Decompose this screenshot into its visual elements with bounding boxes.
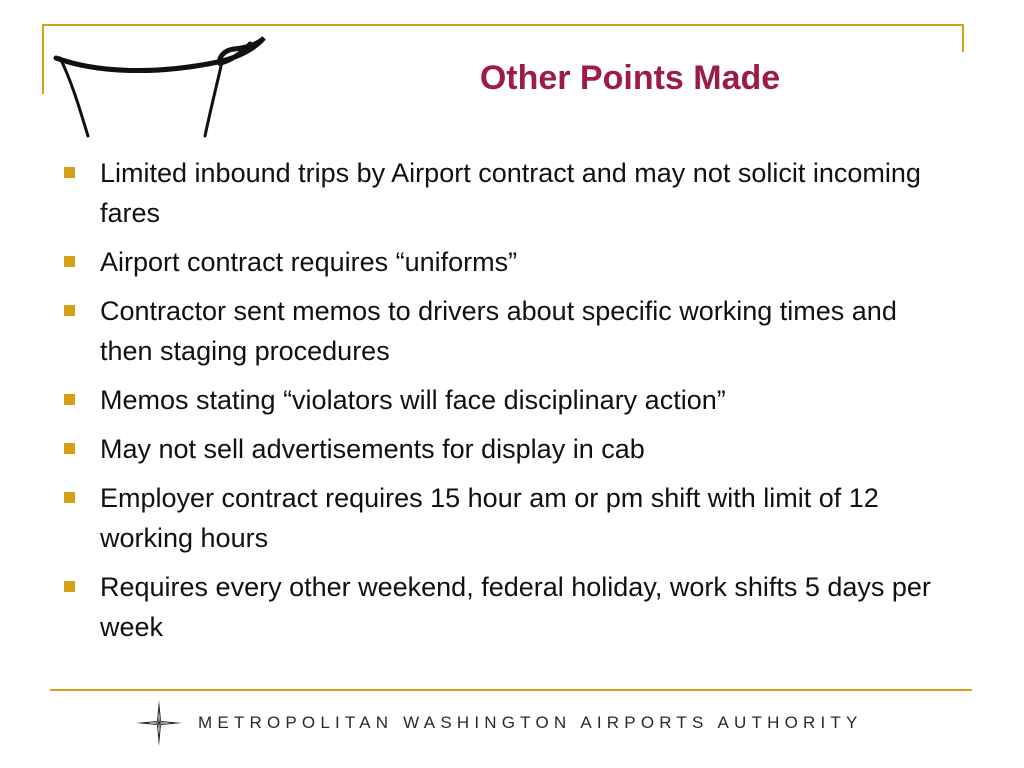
- list-item: [60, 429, 950, 469]
- list-item: [60, 380, 950, 420]
- bullet-text: Limited inbound trips by Airport contract and may not solicit incoming fares: [100, 158, 921, 228]
- brush-stroke-logo-icon: [50, 32, 280, 142]
- square-bullet-icon: [64, 492, 75, 503]
- square-bullet-icon: [64, 305, 75, 316]
- list-item: [60, 478, 950, 558]
- square-bullet-icon: [64, 394, 75, 405]
- slide-title: Other Points Made: [479, 59, 781, 97]
- square-bullet-icon: [64, 167, 75, 178]
- square-bullet-icon: [64, 256, 75, 267]
- list-item: [60, 153, 950, 233]
- bullet-text: Contractor sent memos to drivers about specific working times and then staging procedures: [100, 296, 897, 366]
- list-item: [60, 291, 950, 371]
- square-bullet-icon: [64, 443, 75, 454]
- organization-name: METROPOLITAN WASHINGTON AIRPORTS AUTHORITY: [198, 713, 863, 732]
- list-item: [60, 242, 950, 282]
- bullet-text: Employer contract requires 15 hour am or pm shift with limit of 12 working hours: [100, 483, 879, 553]
- bullet-text: Airport contract requires “uniforms”: [100, 247, 518, 277]
- top-right-border-tick: [962, 24, 964, 52]
- square-bullet-icon: [64, 581, 75, 592]
- bullet-text: May not sell advertisements for display in cab: [100, 434, 645, 464]
- bullet-text: Memos stating “violators will face disciplinary action”: [100, 385, 726, 415]
- list-item: [60, 567, 950, 647]
- footer-divider: [50, 689, 972, 691]
- bullet-text: Requires every other weekend, federal holiday, work shifts 5 days per week: [100, 572, 931, 642]
- top-left-border-tick: [42, 24, 44, 94]
- bullet-list: [60, 153, 950, 656]
- top-border-line: [42, 24, 964, 26]
- compass-star-icon: [134, 698, 184, 748]
